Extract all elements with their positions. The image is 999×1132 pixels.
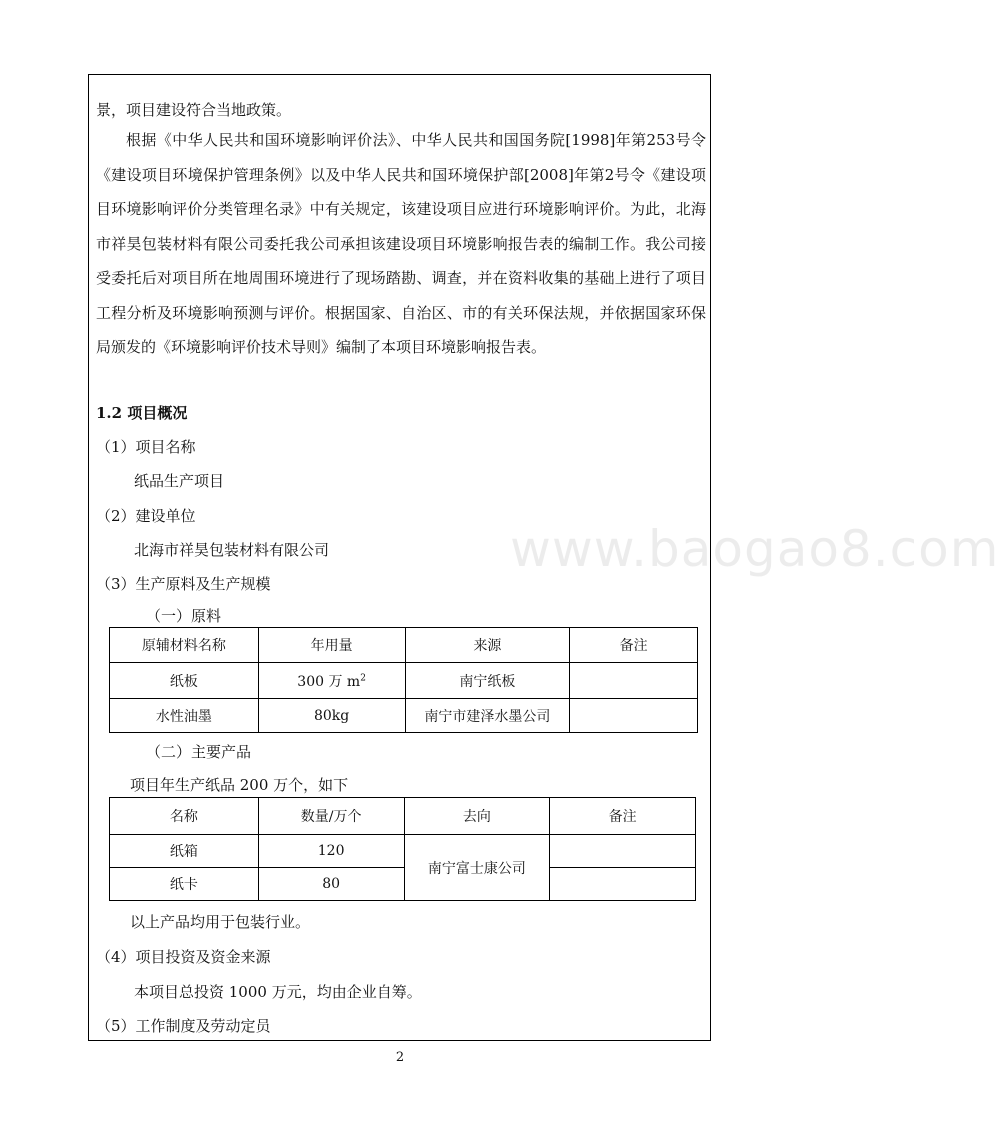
raw-header-amount: 年用量 bbox=[258, 628, 405, 663]
products-subtitle: （二）主要产品 bbox=[146, 743, 252, 761]
raw-table-header-row bbox=[110, 628, 698, 663]
unit-superscript: 2 bbox=[360, 672, 366, 683]
product-header-destination: 去向 bbox=[404, 798, 550, 835]
watermark: www.baogao8.com bbox=[510, 520, 999, 578]
table-row bbox=[110, 663, 698, 699]
raw-cell-name: 纸板 bbox=[110, 663, 259, 699]
raw-header-remark: 备注 bbox=[570, 628, 698, 663]
item-unit-value: 北海市祥昊包装材料有限公司 bbox=[134, 541, 330, 559]
raw-cell-amount bbox=[258, 663, 405, 699]
product-header-name: 名称 bbox=[110, 798, 259, 835]
raw-materials-table bbox=[109, 627, 698, 733]
table-row bbox=[110, 699, 698, 733]
raw-cell-name: 水性油墨 bbox=[110, 699, 259, 733]
raw-cell-amount: 80kg bbox=[258, 699, 405, 733]
item-investment-label: （4）项目投资及资金来源 bbox=[96, 948, 271, 966]
section-title: 1.2 项目概况 bbox=[96, 404, 188, 422]
page-number: 2 bbox=[395, 1050, 405, 1065]
product-header-quantity: 数量/万个 bbox=[258, 798, 404, 835]
item-project-name-label: （1）项目名称 bbox=[96, 438, 196, 456]
item-unit-label: （2）建设单位 bbox=[96, 507, 196, 525]
item-investment-value: 本项目总投资 1000 万元，均由企业自筹。 bbox=[134, 983, 422, 1001]
paragraph-legal-basis: 根据《中华人民共和国环境影响评价法》、中华人民共和国国务院[1998]年第253号令《建设项目环境保护管理条例》以及中华人民共和国环境保护部[2008]年第2号令《建设项目环境影响评价分类管理名录》中有关规定，该建设项目应进行环境影响评价。为此，北海市祥昊包装材料有限公司委托我公司承担该建设项目环境影响报告表的编制工作。我公司接受委托后对项目所在地周围环境进行了现场踏勘、调查，并在资料收集的基础上进行了项目工程分析及环境影响预测与评价。根据国家、自治区、市的有关环保法规，并依据国家环保局颁发的《环境影响评价技术导则》编制了本项目环境影响报告表。 bbox=[96, 131, 706, 356]
raw-cell-remark bbox=[570, 699, 698, 733]
raw-cell-source: 南宁市建泽水墨公司 bbox=[405, 699, 570, 733]
item-project-name-value: 纸品生产项目 bbox=[134, 472, 225, 490]
product-cell-quantity: 80 bbox=[258, 868, 404, 901]
products-intro: 项目年生产纸品 200 万个，如下 bbox=[130, 776, 349, 794]
table-row bbox=[110, 868, 696, 901]
raw-cell-remark bbox=[570, 663, 698, 699]
product-table-header-row bbox=[110, 798, 696, 835]
products-note: 以上产品均用于包装行业。 bbox=[130, 913, 311, 931]
product-header-remark: 备注 bbox=[550, 798, 696, 835]
paragraph-continuation: 景，项目建设符合当地政策。 bbox=[96, 101, 292, 119]
product-cell-remark bbox=[550, 835, 696, 868]
item-staff-label: （5）工作制度及劳动定员 bbox=[96, 1017, 271, 1035]
raw-cell-source: 南宁纸板 bbox=[405, 663, 570, 699]
product-cell-remark bbox=[550, 868, 696, 901]
products-table bbox=[109, 797, 696, 901]
raw-header-source: 来源 bbox=[405, 628, 570, 663]
item-materials-label: （3）生产原料及生产规模 bbox=[96, 575, 271, 593]
product-cell-name: 纸卡 bbox=[110, 868, 259, 901]
product-cell-name: 纸箱 bbox=[110, 835, 259, 868]
table-row bbox=[110, 835, 696, 868]
product-cell-destination: 南宁富士康公司 bbox=[404, 835, 550, 901]
product-cell-quantity: 120 bbox=[258, 835, 404, 868]
raw-cell-amount-text: 300 万 m bbox=[297, 673, 361, 690]
raw-header-name: 原辅材料名称 bbox=[110, 628, 259, 663]
raw-materials-subtitle: （一）原料 bbox=[146, 607, 222, 625]
